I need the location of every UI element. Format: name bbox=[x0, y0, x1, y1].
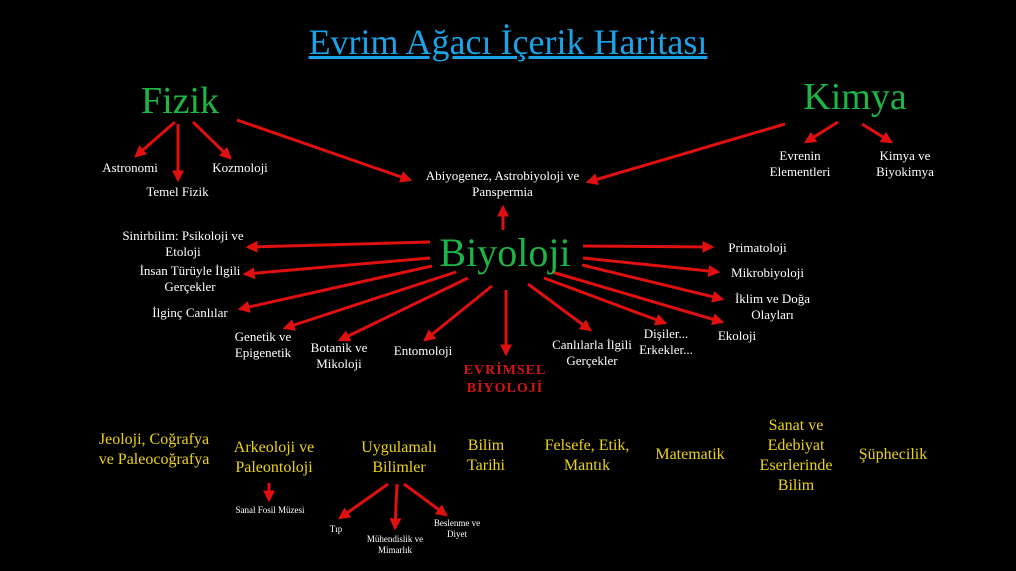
topic-fizik[interactable]: Fizik bbox=[140, 80, 220, 122]
topic-matematik[interactable]: Matematik bbox=[655, 446, 725, 463]
arrow-b-sinirbilim bbox=[248, 242, 430, 247]
topic-primatoloji[interactable]: Primatoloji bbox=[728, 240, 787, 255]
topic-arkeoloji[interactable]: Arkeoloji ve Paleontoloji bbox=[233, 439, 315, 476]
arrow-uyg-bes bbox=[404, 484, 446, 515]
topic-tip[interactable]: Tıp bbox=[329, 524, 343, 534]
topic-bilim-tarihi[interactable]: Bilim Tarihi bbox=[467, 437, 505, 474]
page-title: Evrim Ağacı İçerik Haritası bbox=[308, 22, 708, 62]
topic-beslenme[interactable]: Beslenme ve Diyet bbox=[433, 518, 481, 540]
topic-kimya[interactable]: Kimya bbox=[803, 76, 907, 118]
topic-kozmoloji[interactable]: Kozmoloji bbox=[212, 160, 268, 175]
topic-abiyogenez[interactable]: Abiyogenez, Astrobiyoloji ve Panspermia bbox=[425, 168, 580, 200]
topic-muhendislik[interactable]: Mühendislik ve Mimarlık bbox=[366, 534, 424, 556]
topic-suphecilik[interactable]: Şüphecilik bbox=[858, 446, 928, 463]
topic-mikrobiyoloji[interactable]: Mikrobiyoloji bbox=[731, 265, 804, 280]
topic-temel-fizik[interactable]: Temel Fizik bbox=[146, 184, 209, 199]
topic-ekoloji[interactable]: Ekoloji bbox=[717, 328, 757, 343]
topic-sanal-fosil-muzesi[interactable]: Sanal Fosil Müzesi bbox=[235, 505, 305, 515]
topic-disiler-erkekler[interactable]: Dişiler... Erkekler... bbox=[639, 326, 693, 358]
topic-uygulamali-bilimler[interactable]: Uygulamalı Bilimler bbox=[361, 439, 437, 476]
arrow-fizik-astronomi bbox=[136, 122, 175, 156]
topic-evrenin-elementleri[interactable]: Evrenin Elementleri bbox=[769, 148, 831, 180]
topic-felsefe[interactable]: Felsefe, Etik, Mantık bbox=[544, 437, 630, 474]
topic-botanik[interactable]: Botanik ve Mikoloji bbox=[310, 340, 368, 372]
topic-canlilar-gercekler[interactable]: Canlılarla İlgili Gerçekler bbox=[552, 337, 632, 369]
arrow-uyg-muh bbox=[395, 484, 397, 528]
topic-evrimsel-biyoloji[interactable]: EVRİMSEL BİYOLOJİ bbox=[463, 363, 547, 396]
topic-astronomi[interactable]: Astronomi bbox=[102, 160, 158, 175]
arrow-kimya-biyokimya bbox=[862, 124, 891, 142]
arrow-uyg-tip bbox=[340, 484, 388, 518]
topic-biyoloji[interactable]: Biyoloji bbox=[439, 230, 571, 275]
topic-sinirbilim[interactable]: Sinirbilim: Psikoloji ve Etoloji bbox=[122, 228, 244, 260]
topic-ilginc-canlilar[interactable]: İlginç Canlılar bbox=[152, 305, 228, 320]
topic-jeoloji[interactable]: Jeoloji, Coğrafya ve Paleocoğrafya bbox=[98, 431, 210, 468]
topic-insan-turu[interactable]: İnsan Türüyle İlgili Gerçekler bbox=[139, 263, 241, 295]
topic-genetik[interactable]: Genetik ve Epigenetik bbox=[234, 329, 292, 361]
topic-kimya-biyokimya[interactable]: Kimya ve Biyokimya bbox=[876, 148, 934, 180]
arrow-b-botanik bbox=[340, 278, 468, 340]
arrow-fizik-kozmoloji bbox=[193, 122, 230, 158]
arrow-kimya-elementler bbox=[806, 122, 838, 142]
arrow-b-primatoloji bbox=[583, 246, 712, 247]
topic-entomoloji[interactable]: Entomoloji bbox=[393, 343, 453, 358]
topic-iklim[interactable]: İklim ve Doğa Olayları bbox=[734, 291, 811, 323]
topic-sanat-edebiyat[interactable]: Sanat ve Edebiyat Eserlerinde Bilim bbox=[759, 417, 833, 494]
